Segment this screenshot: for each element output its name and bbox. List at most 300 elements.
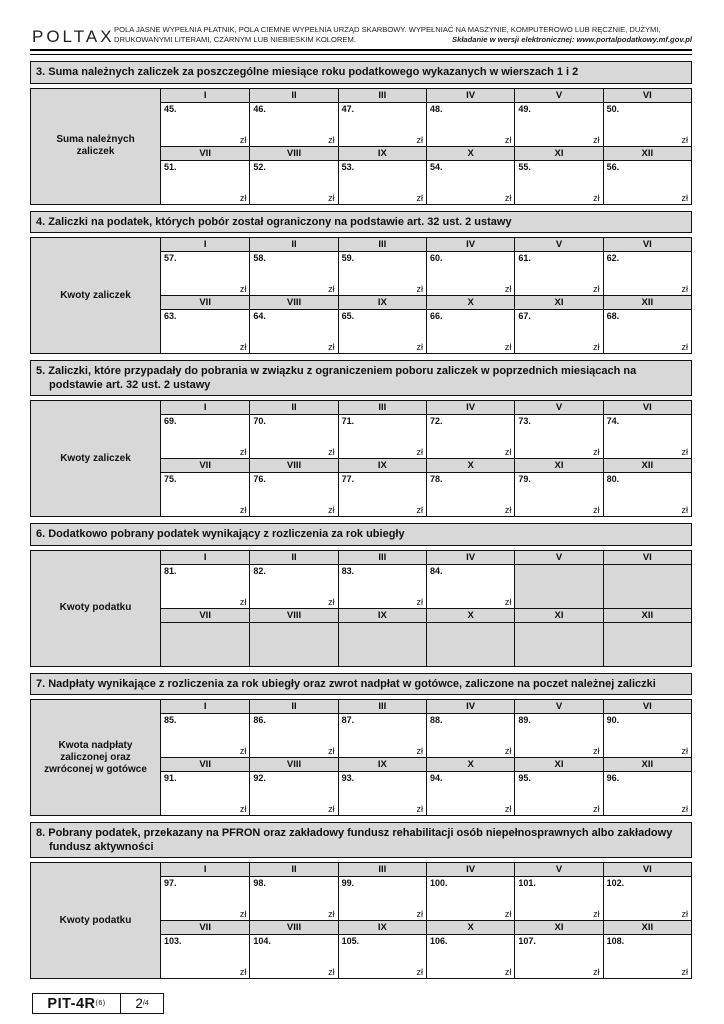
month-header-XII: XII bbox=[603, 609, 691, 622]
field-number: 66. bbox=[430, 311, 443, 321]
currency-label: zł bbox=[328, 284, 335, 294]
amount-row bbox=[161, 102, 691, 146]
amount-cell-85[interactable] bbox=[161, 714, 249, 757]
field-number: 62. bbox=[606, 253, 620, 263]
amount-cell-94[interactable] bbox=[426, 772, 514, 815]
amount-cell-67[interactable] bbox=[514, 310, 602, 353]
field-number: 91. bbox=[164, 773, 177, 783]
section-5-table bbox=[30, 400, 692, 517]
amount-row bbox=[161, 472, 691, 516]
field-number: 68. bbox=[606, 311, 620, 321]
amount-cell-86[interactable] bbox=[249, 714, 337, 757]
section-8-grid bbox=[161, 863, 691, 978]
month-header-XII: XII bbox=[603, 296, 691, 309]
electronic-filing-note: Składanie w wersji elektronicznej: www.portalpodatkowy.mf.gov.pl bbox=[452, 34, 692, 44]
month-header-XI: XI bbox=[514, 147, 602, 160]
month-header-VII: VII bbox=[161, 609, 249, 622]
currency-label: zł bbox=[328, 505, 335, 515]
currency-label: zł bbox=[504, 192, 512, 203]
month-header-I: I bbox=[161, 551, 249, 564]
amount-cell-92[interactable] bbox=[249, 772, 337, 815]
currency-label: zł bbox=[239, 134, 247, 145]
month-header-row bbox=[161, 458, 691, 472]
month-header-VII: VII bbox=[161, 296, 249, 309]
amount-cell-90[interactable] bbox=[603, 714, 691, 757]
month-header-XII: XII bbox=[603, 459, 691, 472]
section-5-grid bbox=[161, 401, 691, 516]
form-sections bbox=[30, 61, 692, 979]
field-number: 46. bbox=[253, 103, 266, 114]
field-number: 85. bbox=[164, 715, 177, 725]
currency-label: zł bbox=[504, 134, 512, 145]
currency-label: zł bbox=[239, 746, 247, 756]
section-8-title-line: 8. Pobrany podatek, przekazany na PFRON oraz zakładowy fundusz rehabilitacji osób niepełnosprawnych albo zakładowy bbox=[36, 827, 673, 839]
amount-cell-76[interactable] bbox=[249, 473, 337, 516]
field-number: 61. bbox=[518, 253, 531, 263]
section-4-table bbox=[30, 237, 692, 354]
section-7-table bbox=[30, 699, 692, 816]
month-header-VIII: VIII bbox=[249, 459, 337, 472]
currency-label: zł bbox=[593, 134, 600, 145]
amount-cell-105[interactable] bbox=[338, 935, 426, 978]
month-header-I: I bbox=[161, 401, 249, 414]
field-number: 72. bbox=[430, 416, 443, 426]
currency-label: zł bbox=[416, 447, 423, 457]
month-header-II: II bbox=[249, 700, 337, 713]
field-number: 65. bbox=[341, 311, 355, 321]
section-6-row-label: Kwoty podatku bbox=[31, 551, 161, 666]
currency-label: zł bbox=[504, 342, 512, 352]
currency-label: zł bbox=[681, 342, 688, 352]
month-header-VIII: VIII bbox=[249, 609, 337, 622]
currency-label: zł bbox=[593, 342, 600, 352]
month-header-VI: VI bbox=[603, 401, 691, 414]
currency-label: zł bbox=[504, 284, 512, 294]
amount-cell-46[interactable] bbox=[249, 103, 337, 146]
field-number: 105. bbox=[341, 936, 360, 946]
currency-label: zł bbox=[504, 804, 512, 814]
currency-label: zł bbox=[239, 342, 247, 352]
currency-label: zł bbox=[328, 804, 335, 814]
month-header-V: V bbox=[514, 238, 602, 251]
field-number: 90. bbox=[606, 715, 620, 725]
amount-cell-57[interactable] bbox=[161, 252, 249, 295]
field-number: 45. bbox=[164, 103, 177, 114]
month-header-I: I bbox=[161, 863, 249, 876]
section-5-title-line: podstawie art. 32 ust. 2 ustawy bbox=[49, 378, 211, 391]
amount-cell-78[interactable] bbox=[426, 473, 514, 516]
month-header-II: II bbox=[249, 551, 337, 564]
section-5-row-label: Kwoty zaliczek bbox=[31, 401, 161, 516]
field-number: 94. bbox=[430, 773, 443, 783]
field-number: 71. bbox=[341, 416, 355, 426]
field-number: 99. bbox=[341, 878, 355, 888]
field-number: 54. bbox=[430, 161, 443, 172]
poltax-logo: POLTAX bbox=[32, 27, 115, 46]
field-number: 95. bbox=[518, 773, 531, 783]
section-8-row-label: Kwoty podatku bbox=[31, 863, 161, 978]
month-header-VI: VI bbox=[603, 700, 691, 713]
currency-label: zł bbox=[328, 967, 335, 977]
amount-cell-87[interactable] bbox=[338, 714, 426, 757]
field-number: 51. bbox=[164, 161, 177, 172]
amount-cell-73[interactable] bbox=[514, 415, 602, 458]
month-header-VII: VII bbox=[161, 147, 249, 160]
field-number: 63. bbox=[164, 311, 177, 321]
month-header-XI: XI bbox=[514, 921, 602, 934]
month-header-row bbox=[161, 401, 691, 414]
month-header-V: V bbox=[514, 89, 602, 102]
section-7-title-line: 7. Nadpłaty wynikające z rozliczenia za rok ubiegły oraz zwrot nadpłat w gotówce, zaliczone na poczet należnej zaliczki bbox=[36, 677, 656, 690]
currency-label: zł bbox=[593, 505, 600, 515]
amount-row bbox=[161, 414, 691, 458]
currency-label: zł bbox=[239, 967, 247, 977]
currency-label: zł bbox=[593, 909, 600, 919]
field-number: 49. bbox=[518, 103, 531, 114]
field-number: 107. bbox=[518, 936, 536, 946]
month-header-IX: IX bbox=[338, 296, 426, 309]
amount-cell-51[interactable] bbox=[161, 161, 249, 204]
amount-row bbox=[161, 771, 691, 815]
shaded-cell bbox=[161, 623, 249, 666]
amount-cell-75[interactable] bbox=[161, 473, 249, 516]
field-number: 69. bbox=[164, 416, 177, 426]
month-header-row bbox=[161, 146, 691, 160]
month-header-VI: VI bbox=[603, 863, 691, 876]
month-header-IV: IV bbox=[426, 89, 514, 102]
amount-cell-50[interactable] bbox=[603, 103, 691, 146]
amount-cell-100[interactable] bbox=[426, 877, 514, 920]
amount-cell-91[interactable] bbox=[161, 772, 249, 815]
amount-cell-99[interactable] bbox=[338, 877, 426, 920]
amount-cell-54[interactable] bbox=[426, 161, 514, 204]
section-6-table bbox=[30, 550, 692, 667]
month-header-IV: IV bbox=[426, 401, 514, 414]
section-5-title-line: 5. Zaliczki, które przypadały do pobrania w związku z ograniczeniem poboru zaliczek w poprzednich miesiącach na bbox=[36, 365, 637, 377]
month-header-III: III bbox=[338, 401, 426, 414]
field-number: 55. bbox=[518, 161, 531, 172]
section-5 bbox=[30, 360, 692, 517]
amount-cell-62[interactable] bbox=[603, 252, 691, 295]
month-header-II: II bbox=[249, 863, 337, 876]
month-header-XII: XII bbox=[603, 921, 691, 934]
amount-cell-81[interactable] bbox=[161, 565, 249, 608]
currency-label: zł bbox=[681, 192, 688, 203]
month-header-III: III bbox=[338, 551, 426, 564]
amount-cell-59[interactable] bbox=[338, 252, 426, 295]
section-5-title bbox=[30, 360, 692, 396]
field-number: 67. bbox=[518, 311, 531, 321]
currency-label: zł bbox=[239, 284, 247, 294]
month-header-VIII: VIII bbox=[249, 758, 337, 771]
month-header-row bbox=[161, 700, 691, 713]
page-total: /4 bbox=[142, 1000, 149, 1007]
shaded-cell bbox=[603, 565, 691, 608]
month-header-VI: VI bbox=[603, 89, 691, 102]
month-header-VI: VI bbox=[603, 551, 691, 564]
currency-label: zł bbox=[239, 192, 247, 203]
field-number: 73. bbox=[518, 416, 531, 426]
section-3 bbox=[30, 61, 692, 205]
header-notice bbox=[114, 24, 692, 44]
section-4-grid bbox=[161, 238, 691, 353]
amount-cell-107[interactable] bbox=[514, 935, 602, 978]
month-header-row bbox=[161, 863, 691, 876]
amount-row bbox=[161, 876, 691, 920]
month-header-X: X bbox=[426, 758, 514, 771]
field-number: 53. bbox=[341, 161, 355, 172]
currency-label: zł bbox=[328, 596, 335, 607]
currency-label: zł bbox=[593, 284, 600, 294]
amount-cell-103[interactable] bbox=[161, 935, 249, 978]
currency-label: zł bbox=[328, 909, 335, 919]
section-3-title bbox=[30, 61, 692, 84]
month-header-I: I bbox=[161, 89, 249, 102]
field-number: 78. bbox=[430, 474, 443, 484]
currency-label: zł bbox=[681, 909, 688, 919]
amount-cell-49[interactable] bbox=[514, 103, 602, 146]
field-number: 93. bbox=[341, 773, 355, 783]
month-header-IX: IX bbox=[338, 921, 426, 934]
month-header-VIII: VIII bbox=[249, 147, 337, 160]
month-header-II: II bbox=[249, 238, 337, 251]
month-header-VIII: VIII bbox=[249, 296, 337, 309]
amount-cell-63[interactable] bbox=[161, 310, 249, 353]
field-number: 108. bbox=[606, 936, 625, 946]
month-header-IV: IV bbox=[426, 238, 514, 251]
amount-row bbox=[161, 934, 691, 978]
amount-cell-93[interactable] bbox=[338, 772, 426, 815]
month-header-X: X bbox=[426, 921, 514, 934]
field-number: 89. bbox=[518, 715, 531, 725]
amount-row bbox=[161, 564, 691, 608]
section-4-row-label: Kwoty zaliczek bbox=[31, 238, 161, 353]
month-header-VI: VI bbox=[603, 238, 691, 251]
currency-label: zł bbox=[593, 967, 600, 977]
month-header-row bbox=[161, 920, 691, 934]
currency-label: zł bbox=[239, 804, 247, 814]
amount-cell-65[interactable] bbox=[338, 310, 426, 353]
section-6-grid bbox=[161, 551, 691, 666]
currency-label: zł bbox=[328, 746, 335, 756]
section-3-row-label: Suma należnych zaliczek bbox=[31, 89, 161, 204]
section-4-title-line: 4. Zaliczki na podatek, których pobór został ograniczony na podstawie art. 32 ust. 2 ustawy bbox=[36, 215, 512, 228]
field-number: 80. bbox=[606, 474, 620, 484]
month-header-VII: VII bbox=[161, 459, 249, 472]
currency-label: zł bbox=[681, 447, 688, 457]
shaded-cell bbox=[426, 623, 514, 666]
amount-cell-72[interactable] bbox=[426, 415, 514, 458]
amount-cell-97[interactable] bbox=[161, 877, 249, 920]
field-number: 106. bbox=[430, 936, 448, 946]
amount-cell-84[interactable] bbox=[426, 565, 514, 608]
month-header-IV: IV bbox=[426, 551, 514, 564]
month-header-row bbox=[161, 295, 691, 309]
field-number: 87. bbox=[341, 715, 355, 725]
amount-cell-56[interactable] bbox=[603, 161, 691, 204]
shaded-cell bbox=[603, 623, 691, 666]
notice-line-2-text: DRUKOWANYMI LITERAMI, CZARNYM LUB NIEBIESKIM KOLOREM. bbox=[114, 34, 356, 44]
section-6-title-line: 6. Dodatkowo pobrany podatek wynikający z rozliczenia za rok ubiegły bbox=[36, 528, 405, 540]
month-header-V: V bbox=[514, 863, 602, 876]
month-header-VIII: VIII bbox=[249, 921, 337, 934]
field-number: 84. bbox=[430, 565, 443, 576]
month-header-III: III bbox=[338, 700, 426, 713]
section-8-table bbox=[30, 862, 692, 979]
section-4-title bbox=[30, 211, 692, 234]
field-number: 75. bbox=[164, 474, 177, 484]
month-header-row bbox=[161, 551, 691, 564]
currency-label: zł bbox=[328, 192, 335, 203]
month-header-V: V bbox=[514, 401, 602, 414]
currency-label: zł bbox=[416, 746, 423, 756]
amount-cell-101[interactable] bbox=[514, 877, 602, 920]
currency-label: zł bbox=[328, 447, 335, 457]
month-header-IX: IX bbox=[338, 459, 426, 472]
field-number: 100. bbox=[430, 878, 448, 888]
section-4 bbox=[30, 211, 692, 355]
field-number: 47. bbox=[341, 103, 355, 114]
currency-label: zł bbox=[416, 804, 423, 814]
field-number: 88. bbox=[430, 715, 443, 725]
shaded-cell bbox=[249, 623, 337, 666]
amount-cell-98[interactable] bbox=[249, 877, 337, 920]
currency-label: zł bbox=[239, 505, 247, 515]
currency-label: zł bbox=[416, 909, 423, 919]
amount-row bbox=[161, 622, 691, 666]
currency-label: zł bbox=[681, 505, 688, 515]
month-header-XI: XI bbox=[514, 758, 602, 771]
amount-cell-108[interactable] bbox=[603, 935, 691, 978]
field-number: 103. bbox=[164, 936, 182, 946]
field-number: 70. bbox=[253, 416, 266, 426]
month-header-I: I bbox=[161, 238, 249, 251]
amount-cell-60[interactable] bbox=[426, 252, 514, 295]
month-header-row bbox=[161, 89, 691, 102]
amount-row bbox=[161, 160, 691, 204]
amount-cell-106[interactable] bbox=[426, 935, 514, 978]
currency-label: zł bbox=[416, 284, 423, 294]
amount-cell-55[interactable] bbox=[514, 161, 602, 204]
month-header-IX: IX bbox=[338, 147, 426, 160]
field-number: 58. bbox=[253, 253, 266, 263]
month-header-II: II bbox=[249, 89, 337, 102]
amount-cell-95[interactable] bbox=[514, 772, 602, 815]
currency-label: zł bbox=[416, 342, 423, 352]
amount-cell-64[interactable] bbox=[249, 310, 337, 353]
month-header-XI: XI bbox=[514, 296, 602, 309]
amount-cell-89[interactable] bbox=[514, 714, 602, 757]
month-header-row bbox=[161, 757, 691, 771]
currency-label: zł bbox=[593, 804, 600, 814]
month-header-I: I bbox=[161, 700, 249, 713]
section-7-title bbox=[30, 673, 692, 696]
amount-cell-48[interactable] bbox=[426, 103, 514, 146]
month-header-IV: IV bbox=[426, 863, 514, 876]
amount-cell-69[interactable] bbox=[161, 415, 249, 458]
section-6 bbox=[30, 523, 692, 667]
field-number: 50. bbox=[606, 103, 620, 114]
amount-cell-88[interactable] bbox=[426, 714, 514, 757]
amount-cell-71[interactable] bbox=[338, 415, 426, 458]
section-6-title bbox=[30, 523, 692, 546]
amount-cell-74[interactable] bbox=[603, 415, 691, 458]
month-header-X: X bbox=[426, 296, 514, 309]
field-number: 79. bbox=[518, 474, 531, 484]
amount-cell-102[interactable] bbox=[603, 877, 691, 920]
currency-label: zł bbox=[681, 284, 688, 294]
form-page bbox=[30, 24, 692, 1014]
field-number: 81. bbox=[164, 565, 177, 576]
field-number: 74. bbox=[606, 416, 620, 426]
amount-cell-70[interactable] bbox=[249, 415, 337, 458]
section-8-title-line: fundusz aktywności bbox=[49, 840, 154, 853]
month-header-XI: XI bbox=[514, 459, 602, 472]
amount-cell-77[interactable] bbox=[338, 473, 426, 516]
month-header-V: V bbox=[514, 700, 602, 713]
amount-cell-58[interactable] bbox=[249, 252, 337, 295]
amount-cell-52[interactable] bbox=[249, 161, 337, 204]
field-number: 104. bbox=[253, 936, 271, 946]
currency-label: zł bbox=[416, 967, 423, 977]
month-header-IX: IX bbox=[338, 758, 426, 771]
field-number: 102. bbox=[606, 878, 625, 888]
amount-cell-83[interactable] bbox=[338, 565, 426, 608]
field-number: 76. bbox=[253, 474, 266, 484]
section-3-table bbox=[30, 88, 692, 205]
currency-label: zł bbox=[593, 192, 600, 203]
shaded-cell bbox=[338, 623, 426, 666]
page-indicator bbox=[120, 994, 163, 1013]
currency-label: zł bbox=[416, 134, 423, 145]
currency-label: zł bbox=[593, 447, 600, 457]
month-header-III: III bbox=[338, 89, 426, 102]
currency-label: zł bbox=[504, 967, 512, 977]
amount-cell-53[interactable] bbox=[338, 161, 426, 204]
currency-label: zł bbox=[239, 909, 247, 919]
amount-cell-61[interactable] bbox=[514, 252, 602, 295]
amount-cell-82[interactable] bbox=[249, 565, 337, 608]
field-number: 48. bbox=[430, 103, 443, 114]
currency-label: zł bbox=[239, 596, 247, 607]
notice-line-2 bbox=[114, 35, 692, 45]
form-code-text: PIT-4R bbox=[47, 995, 96, 1012]
month-header-XII: XII bbox=[603, 147, 691, 160]
month-header-III: III bbox=[338, 238, 426, 251]
month-header-VII: VII bbox=[161, 758, 249, 771]
field-number: 56. bbox=[606, 161, 620, 172]
amount-cell-80[interactable] bbox=[603, 473, 691, 516]
amount-cell-66[interactable] bbox=[426, 310, 514, 353]
amount-cell-45[interactable] bbox=[161, 103, 249, 146]
amount-cell-104[interactable] bbox=[249, 935, 337, 978]
amount-cell-68[interactable] bbox=[603, 310, 691, 353]
currency-label: zł bbox=[681, 746, 688, 756]
amount-cell-79[interactable] bbox=[514, 473, 602, 516]
amount-cell-47[interactable] bbox=[338, 103, 426, 146]
section-3-grid bbox=[161, 89, 691, 204]
header-divider bbox=[30, 49, 692, 55]
currency-label: zł bbox=[504, 505, 512, 515]
field-number: 59. bbox=[341, 253, 355, 263]
amount-cell-96[interactable] bbox=[603, 772, 691, 815]
month-header-VII: VII bbox=[161, 921, 249, 934]
field-number: 57. bbox=[164, 253, 177, 263]
page-number: 2 bbox=[135, 996, 143, 1011]
month-header-X: X bbox=[426, 609, 514, 622]
currency-label: zł bbox=[681, 967, 688, 977]
field-number: 86. bbox=[253, 715, 266, 725]
